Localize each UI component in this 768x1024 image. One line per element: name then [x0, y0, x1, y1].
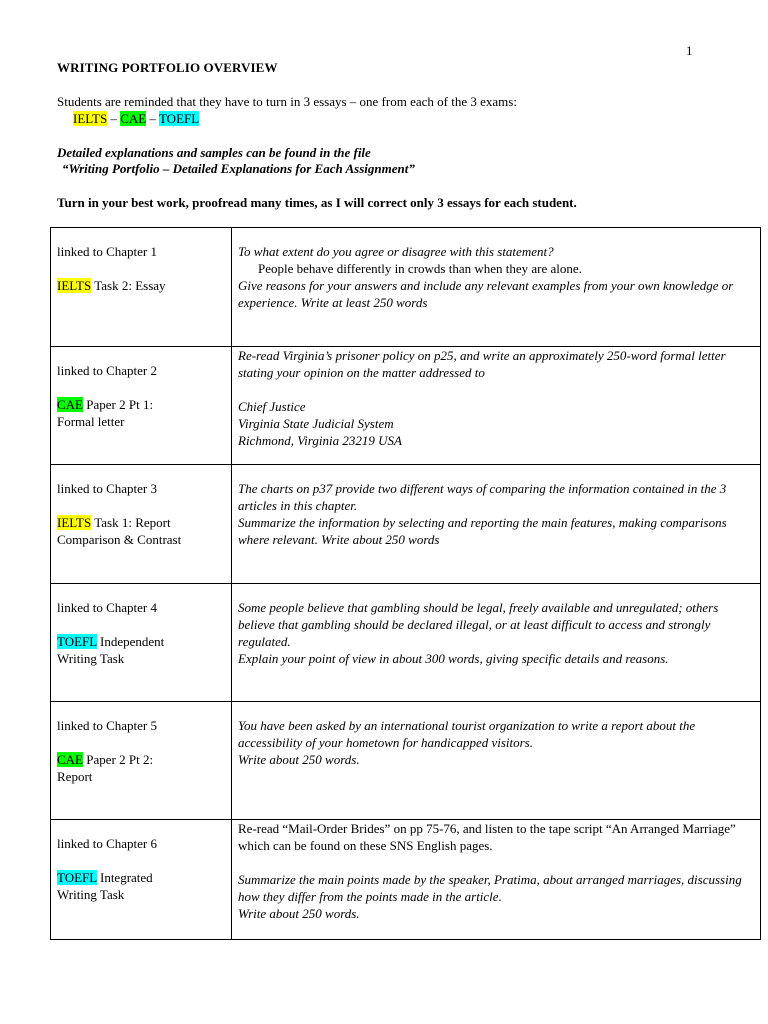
exam-badge: IELTS	[57, 278, 92, 293]
table-row	[51, 465, 761, 584]
exam-ielts: IELTS	[73, 111, 108, 126]
chapter-link: linked to Chapter 6	[57, 836, 158, 851]
exam-badge: CAE	[57, 752, 83, 767]
task-type: Paper 2 Pt 2:	[83, 752, 154, 767]
table-row	[51, 584, 761, 702]
assignment-meta	[51, 347, 232, 465]
assignment-prompt	[232, 820, 761, 940]
prompt-text: Write about 250 words.	[238, 752, 360, 767]
prompt-text: Summarize the main points made by the speaker, Pratima, about arranged marriages, discussing how they differ from the points made in the article.	[238, 872, 742, 904]
assignment-prompt	[232, 702, 761, 820]
table-row	[51, 702, 761, 820]
chapter-link: linked to Chapter 1	[57, 244, 158, 259]
prompt-text: Re-read “Mail-Order Brides” on pp 75-76, and listen to the tape script “An Arranged Marriage” which can be found on these SNS English pages.	[238, 821, 736, 853]
prompt-text: Explain your point of view in about 300 words, giving specific details and reasons.	[238, 651, 669, 666]
task-type: Formal letter	[57, 414, 125, 429]
assignment-meta	[51, 820, 232, 940]
assignment-prompt	[232, 347, 761, 465]
prompt-text: Some people believe that gambling should be legal, freely available and unregulated; others believe that gambling should be declared illegal, or at least difficult to access and strongly regulated.	[238, 600, 719, 649]
table-row	[51, 820, 761, 940]
address-line: Richmond, Virginia 23219 USA	[238, 433, 402, 448]
page-number: 1	[686, 43, 693, 58]
task-type: Task 2: Essay	[91, 278, 166, 293]
intro-text: Students are reminded that they have to turn in 3 essays – one from each of the 3 exams:	[57, 94, 517, 109]
exam-separator: –	[107, 111, 121, 126]
assignment-meta	[51, 228, 232, 347]
chapter-link: linked to Chapter 4	[57, 600, 158, 615]
address-line: Chief Justice	[238, 399, 306, 414]
prompt-text: Give reasons for your answers and include any relevant examples from your own knowledge or experience. Write at least 250 words	[238, 278, 734, 310]
exam-badge: CAE	[57, 397, 83, 412]
exam-separator: –	[146, 111, 159, 126]
exam-badge: TOEFL	[57, 870, 97, 885]
exam-list	[73, 111, 199, 127]
prompt-text: Summarize the information by selecting and reporting the main features, making comparisons where relevant. Write about 250 words	[238, 515, 727, 547]
task-type: Report	[57, 769, 93, 784]
assignment-prompt	[232, 228, 761, 347]
address-line: Virginia State Judicial System	[238, 416, 394, 431]
prompt-statement: People behave differently in crowds than when they are alone.	[258, 261, 582, 276]
task-type: Integrated	[96, 870, 153, 885]
task-type: Comparison & Contrast	[57, 532, 182, 547]
table-row	[51, 347, 761, 465]
assignment-table	[50, 227, 761, 940]
prompt-text: To what extent do you agree or disagree with this statement?	[238, 244, 554, 259]
assignment-prompt	[232, 465, 761, 584]
note-line-1: Detailed explanations and samples can be found in the file	[57, 145, 371, 160]
table-row	[51, 228, 761, 347]
note-line-2: “Writing Portfolio – Detailed Explanations for Each Assignment”	[62, 161, 415, 176]
task-type: Writing Task	[57, 651, 125, 666]
assignment-meta	[51, 465, 232, 584]
exam-cae: CAE	[120, 111, 147, 126]
assignment-meta	[51, 702, 232, 820]
exam-badge: TOEFL	[57, 634, 97, 649]
exam-toefl: TOEFL	[158, 111, 200, 126]
prompt-text: The charts on p37 provide two different ways of comparing the information contained in the 3 articles in this chapter.	[238, 481, 727, 513]
chapter-link: linked to Chapter 2	[57, 363, 158, 378]
exam-badge: IELTS	[57, 515, 92, 530]
reminder-text: Turn in your best work, proofread many times, as I will correct only 3 essays for each student.	[57, 195, 577, 210]
task-type: Paper 2 Pt 1:	[83, 397, 154, 412]
document-title: WRITING PORTFOLIO OVERVIEW	[57, 60, 278, 75]
explanation-note	[57, 145, 415, 177]
prompt-text: Re-read Virginia’s prisoner policy on p25, and write an approximately 250-word formal letter stating your opinion on the matter addressed to	[238, 348, 726, 380]
assignment-prompt	[232, 584, 761, 702]
task-type: Task 1: Report	[91, 515, 171, 530]
assignment-meta	[51, 584, 232, 702]
prompt-text: You have been asked by an international tourist organization to write a report about the accessibility of your hometown for handicapped visitors.	[238, 718, 696, 750]
task-type: Independent	[96, 634, 165, 649]
chapter-link: linked to Chapter 5	[57, 718, 158, 733]
task-type: Writing Task	[57, 887, 125, 902]
prompt-text: Write about 250 words.	[238, 906, 360, 921]
chapter-link: linked to Chapter 3	[57, 481, 158, 496]
